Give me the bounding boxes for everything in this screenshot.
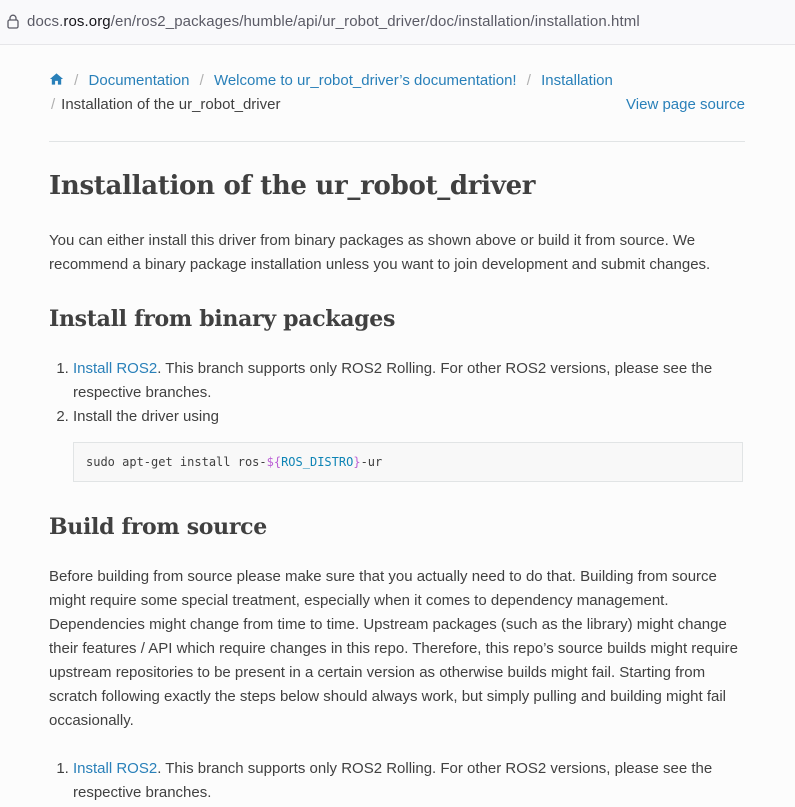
- url-text[interactable]: docs.ros.org/en/ros2_packages/humble/api/ur_robot_driver/doc/installation/installation.html: [27, 13, 640, 30]
- home-icon: [49, 72, 64, 86]
- home-link[interactable]: [49, 72, 68, 89]
- source-paragraph: Before building from source please make sure that you actually need to do that. Building from source might require some special treatment, especially when it comes to dependency management. Dependencies might change from time to time. Upstream packages (such as the library) might change their features / API which require changes in this repo. Therefore, this repo’s source builds might require upstream repositories to be present in a certain version as otherwise builds might fail. Starting from scratch following exactly the steps below should always work, but simply pulling and building might fail occasionally.: [49, 568, 738, 729]
- breadcrumb-welcome[interactable]: Welcome to ur_robot_driver’s documentation!: [213, 72, 517, 89]
- lock-icon[interactable]: [7, 14, 19, 29]
- source-steps-list: [49, 757, 745, 805]
- view-page-source-link[interactable]: View page source: [626, 96, 745, 113]
- install-ros2-link[interactable]: Install ROS2: [73, 760, 158, 777]
- breadcrumb-separator: /: [199, 72, 204, 89]
- section-heading-binary: Install from binary packages: [49, 306, 396, 332]
- install-ros2-link[interactable]: Install ROS2: [73, 360, 158, 377]
- breadcrumb-current: Installation of the ur_robot_driver: [61, 96, 281, 113]
- breadcrumb-separator: /: [74, 72, 79, 89]
- page-title: Installation of the ur_robot_driver: [49, 171, 536, 201]
- breadcrumb-separator: /: [51, 96, 56, 113]
- address-bar[interactable]: [0, 0, 795, 45]
- divider: [49, 141, 745, 142]
- section-heading-source: Build from source: [49, 514, 267, 540]
- list-item: 1. Install ROS2. This branch supports only ROS2 Rolling. For other ROS2 versions, please see the respective branches.: [73, 357, 745, 405]
- list-item: 1. Install ROS2. This branch supports only ROS2 Rolling. For other ROS2 versions, please see the respective branches.: [73, 757, 745, 805]
- intro-paragraph: You can either install this driver from binary packages as shown above or build it from source. We recommend a binary package installation unless you want to join development and submit changes.: [49, 232, 711, 273]
- breadcrumb-documentation[interactable]: Documentation: [88, 72, 190, 89]
- code-block[interactable]: sudo apt-get install ros-${ROS_DISTRO}-ur: [73, 442, 743, 482]
- breadcrumb-separator: /: [526, 72, 531, 89]
- breadcrumb-installation[interactable]: Installation: [541, 72, 613, 89]
- list-item: 2. Install the driver using: [73, 405, 745, 429]
- binary-steps-list: [49, 357, 745, 429]
